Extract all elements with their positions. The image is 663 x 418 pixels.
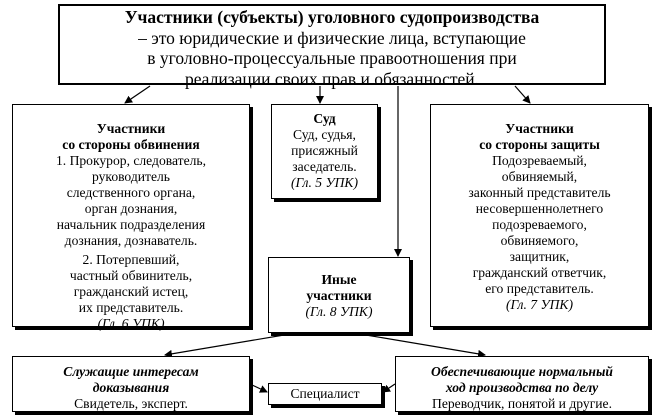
support-box [395, 356, 649, 412]
court-box [271, 104, 378, 199]
support-heading-2: ход производства по делу [445, 380, 599, 396]
prosecution-item1-line: руководитель [91, 169, 170, 185]
defense-line: обвиняемого, [500, 233, 579, 249]
other-heading-2: участники [306, 288, 372, 304]
defense-reference: (Гл. 7 УПК) [506, 297, 573, 313]
arrow-to-evidence [165, 334, 290, 355]
defense-line: законный представитель [468, 185, 611, 201]
defense-line: гражданский ответчик, [472, 265, 607, 281]
prosecution-heading-2: со стороны обвинения [62, 137, 200, 153]
court-line: Суд, судья, [293, 127, 356, 143]
defense-line: защитник, [509, 249, 570, 265]
prosecution-box [12, 104, 250, 332]
arrow-support-to-specialist [383, 384, 395, 392]
prosecution-item2-line: их представитель. [78, 300, 184, 316]
evidence-heading-2: доказывания [92, 380, 170, 396]
prosecution-item1-line: начальник подразделения [56, 217, 206, 233]
specialist-label: Специалист [290, 386, 360, 401]
defense-line: Подозреваемый, [492, 153, 587, 169]
evidence-heading-1: Служащие интересам [63, 364, 199, 379]
prosecution-heading-1: Участники [96, 121, 166, 136]
court-line: заседатель. [292, 159, 357, 175]
prosecution-item2-line: частный обвинитель, [69, 268, 193, 284]
prosecution-item1-line: следственного органа, [66, 185, 196, 201]
title-heading: Участники (субъекты) уголовного судопроизводства [124, 7, 540, 27]
title-line-3: реализации своих прав и обязанностей. [184, 68, 480, 89]
other-reference: (Гл. 8 УПК) [305, 304, 373, 320]
defense-line: несовершеннолетнего [475, 201, 604, 217]
court-reference: (Гл. 5 УПК) [291, 175, 358, 191]
prosecution-item2-line: гражданский истец, [73, 284, 189, 300]
support-line: Переводчик, понятой и другие. [432, 396, 612, 412]
title-line-1: – это юридические и физические лица, вступающие [138, 27, 526, 48]
arrow-to-support [360, 334, 485, 355]
support-heading-1: Обеспечивающие нормальный [431, 364, 613, 379]
prosecution-item1-line: орган дознания, [84, 201, 178, 217]
evidence-line: Свидетель, эксперт. [74, 396, 188, 412]
court-heading: Суд [313, 111, 336, 126]
prosecution-item1-line: 1. Прокурор, следователь, [55, 153, 207, 169]
title-box [58, 4, 606, 89]
prosecution-reference: (Гл. 6 УПК) [97, 316, 165, 332]
defense-line: обвиняемый, [501, 169, 578, 185]
prosecution-item1-line: дознания, дознаватель. [64, 233, 198, 249]
defense-heading-2: со стороны защиты [479, 137, 600, 153]
other-participants-box [268, 257, 410, 333]
defense-line: подозреваемого, [492, 217, 587, 233]
defense-heading-1: Участники [505, 121, 574, 136]
prosecution-item2-line: 2. Потерпевший, [82, 252, 180, 268]
other-heading-1: Иные [321, 272, 357, 287]
arrow-evidence-to-specialist [250, 384, 267, 392]
court-line: присяжный [291, 143, 358, 159]
defense-line: его представитель. [485, 281, 594, 297]
specialist-box [268, 383, 382, 405]
title-line-2: в уголовно-процессуальные правоотношения при [147, 48, 517, 69]
defense-box [430, 104, 649, 327]
evidence-box [12, 356, 250, 412]
